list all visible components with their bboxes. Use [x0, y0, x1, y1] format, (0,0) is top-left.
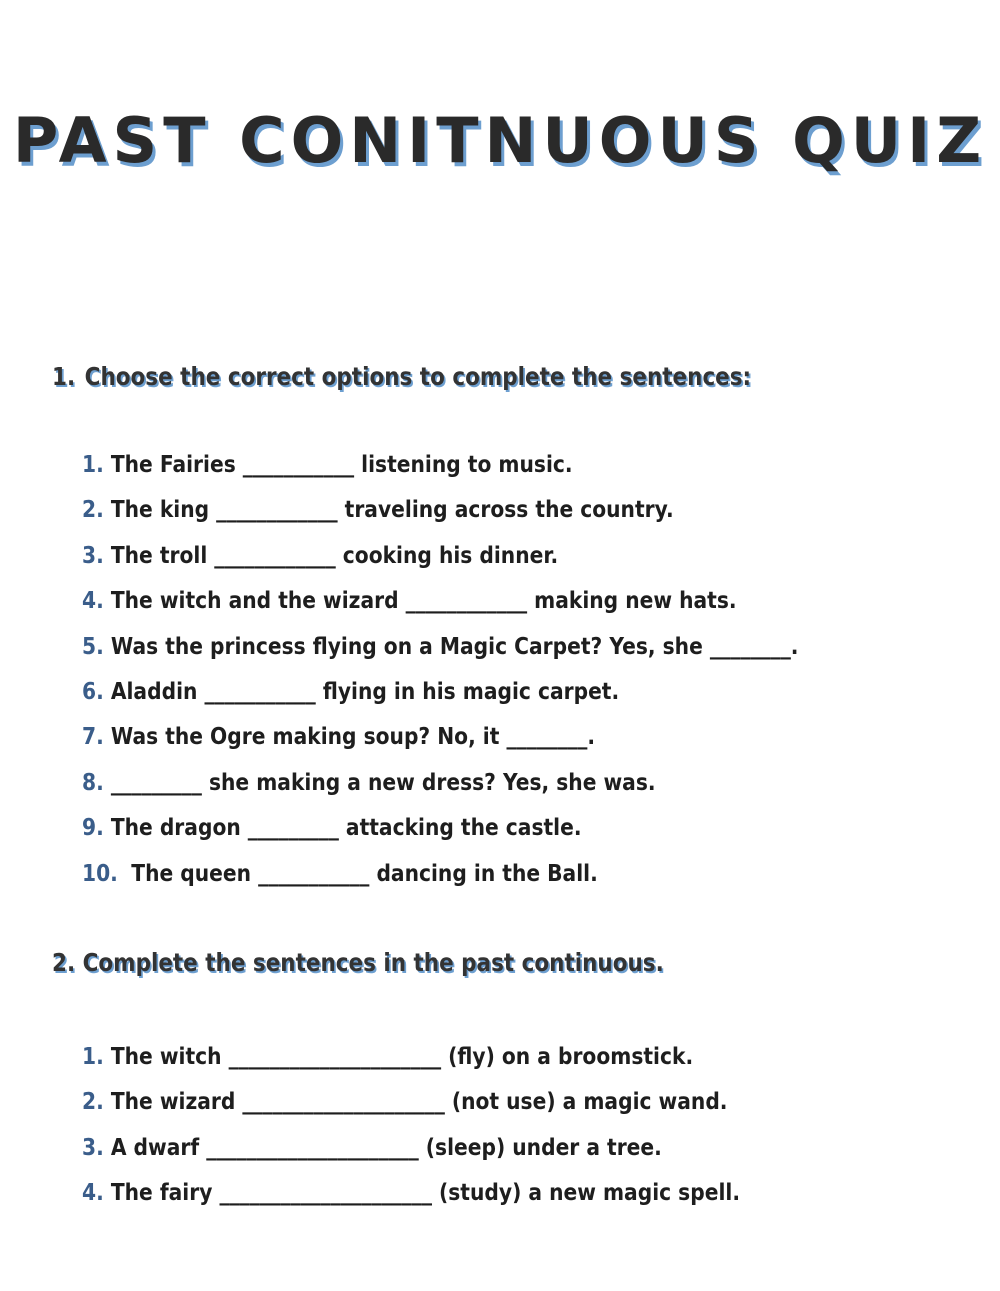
item-sentence: The witch and the wizard ____________ making new hats. — [110, 588, 737, 615]
section1-item-10 — [82, 859, 799, 904]
section1-item-5 — [82, 632, 799, 677]
item-number: 8. — [82, 769, 104, 796]
item-number: 1. — [82, 1044, 104, 1070]
quiz-title: PAST CONITNUOUS QUIZ — [12, 104, 988, 177]
section2-item-4 — [82, 1178, 740, 1223]
item-number: 2. — [82, 497, 104, 524]
item-number: 10. — [82, 860, 118, 887]
section2-heading: 2. Complete the sentences in the past continuous. — [52, 948, 664, 977]
item-sentence: The witch _____________________ (fly) on a broomstick. — [110, 1044, 694, 1070]
section1-item-1 — [82, 450, 799, 495]
section2-item-3 — [82, 1133, 740, 1178]
item-number: 4. — [82, 588, 104, 615]
section1-heading-text: Choose the correct options to complete the sentences: — [84, 362, 752, 391]
item-sentence: Was the princess flying on a Magic Carpet? Yes, she ________. — [110, 633, 799, 660]
section1-list — [82, 450, 896, 904]
section1-item-9 — [82, 813, 799, 858]
item-sentence: The troll ____________ cooking his dinner. — [110, 542, 559, 569]
section1-item-7 — [82, 722, 799, 767]
section1-item-8 — [82, 768, 799, 813]
item-sentence: _________ she making a new dress? Yes, she was. — [110, 769, 656, 796]
section2-item-2 — [82, 1087, 740, 1132]
item-sentence: The wizard ____________________ (not use) a magic wand. — [110, 1089, 728, 1116]
item-number: 3. — [82, 1134, 104, 1161]
item-number: 1. — [82, 452, 104, 478]
item-sentence: The Fairies ___________ listening to music. — [110, 452, 573, 478]
item-sentence: The dragon _________ attacking the castle. — [110, 815, 582, 842]
section1-heading — [52, 362, 751, 391]
item-number: 4. — [82, 1180, 104, 1207]
section2-item-1 — [82, 1042, 740, 1087]
item-number: 6. — [82, 678, 104, 705]
section1-item-6 — [82, 677, 799, 722]
item-sentence: The fairy _____________________ (study) a new magic spell. — [110, 1180, 741, 1207]
item-sentence: Was the Ogre making soup? No, it ________. — [110, 724, 596, 751]
item-sentence: The queen ___________ dancing in the Ball. — [131, 860, 598, 887]
item-number: 3. — [82, 542, 104, 569]
item-number: 9. — [82, 815, 104, 842]
section1-item-4 — [82, 586, 799, 631]
section1-number: 1. — [52, 362, 76, 391]
item-sentence: The king ____________ traveling across the country. — [110, 497, 674, 524]
item-sentence: A dwarf _____________________ (sleep) under a tree. — [110, 1134, 662, 1161]
item-sentence: Aladdin ___________ flying in his magic carpet. — [110, 678, 620, 705]
section1-item-2 — [82, 495, 799, 540]
item-number: 7. — [82, 724, 104, 751]
item-number: 5. — [82, 633, 104, 660]
item-number: 2. — [82, 1089, 104, 1116]
section2-list — [82, 1042, 830, 1224]
section1-item-3 — [82, 541, 799, 586]
